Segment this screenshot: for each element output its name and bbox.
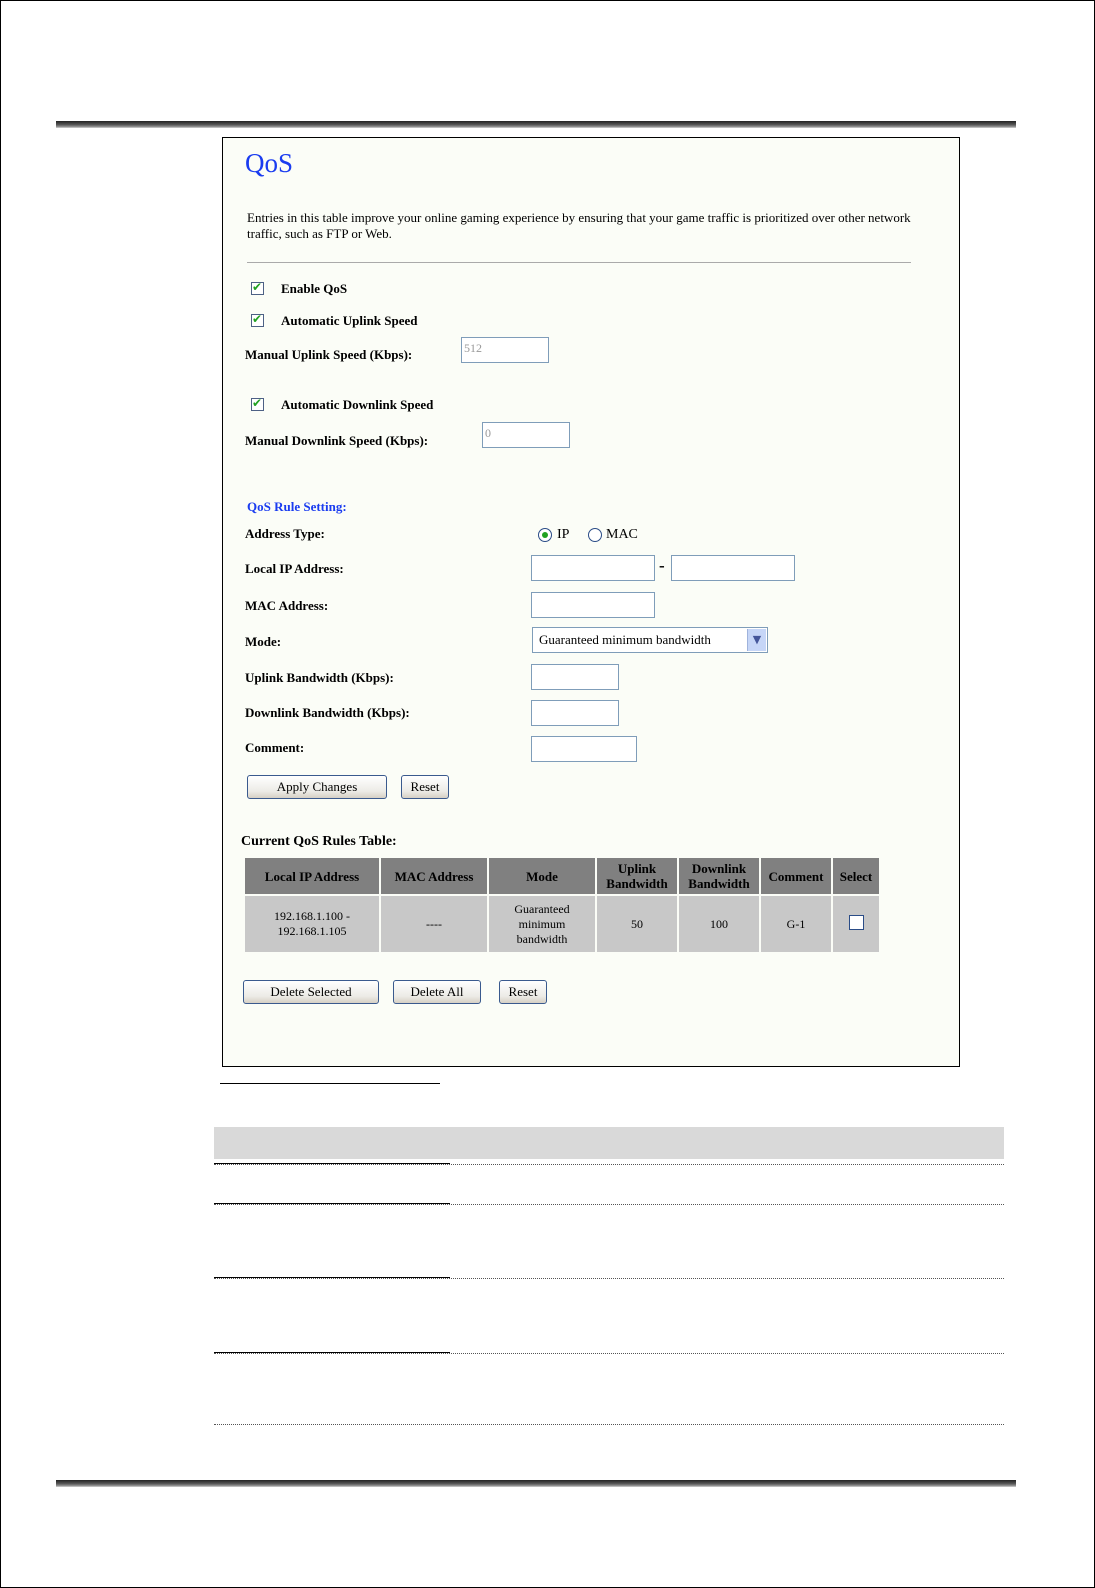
manual-downlink-label: Manual Downlink Speed (Kbps): (245, 433, 429, 448)
cell-downlink: 100 (679, 896, 759, 952)
page-title: QoS (245, 148, 294, 178)
col-downlink: Downlink Bandwidth (679, 858, 759, 894)
cell-comment: G-1 (761, 896, 831, 952)
address-type-ip-radio[interactable] (538, 528, 552, 542)
address-type-mac-label: MAC (606, 527, 638, 542)
mode-label: Mode: (245, 634, 282, 649)
cell-uplink: 50 (597, 896, 677, 952)
rule-setting-heading: QoS Rule Setting: (247, 499, 347, 514)
ip-range-separator: - (659, 556, 665, 575)
cell-mode: Guaranteed minimum bandwidth (489, 896, 595, 952)
delete-selected-button[interactable]: Delete Selected (243, 980, 379, 1004)
chevron-down-icon[interactable]: ▼ (747, 629, 766, 651)
col-uplink: Uplink Bandwidth (597, 858, 677, 894)
enable-qos-label: Enable QoS (281, 281, 348, 296)
row-select-checkbox[interactable] (849, 915, 864, 930)
reset-table-button[interactable]: Reset (499, 980, 547, 1004)
rules-table-title: Current QoS Rules Table: (241, 834, 397, 849)
col-comment: Comment (761, 858, 831, 894)
auto-uplink-checkbox[interactable] (251, 314, 264, 327)
manual-downlink-input[interactable]: 0 (482, 422, 570, 448)
cell-local-ip: 192.168.1.100 - 192.168.1.105 (245, 896, 379, 952)
doc-table-rule (214, 1353, 1004, 1354)
mode-select-value: Guaranteed minimum bandwidth (539, 632, 711, 647)
uplink-bandwidth-input[interactable] (531, 664, 619, 690)
doc-table-rule (214, 1204, 1004, 1205)
col-mode: Mode (489, 858, 595, 894)
auto-downlink-label: Automatic Downlink Speed (281, 397, 434, 412)
doc-table-rule (214, 1278, 1004, 1279)
footer-rule (56, 1480, 1016, 1487)
cell-mac: ---- (381, 896, 487, 952)
col-mac: MAC Address (381, 858, 487, 894)
address-type-ip-label: IP (557, 527, 570, 542)
delete-all-button[interactable]: Delete All (393, 980, 481, 1004)
comment-label: Comment: (245, 740, 305, 755)
table-row (245, 896, 879, 952)
reset-rule-button[interactable]: Reset (401, 775, 449, 799)
doc-table-rule (214, 1424, 1004, 1425)
local-ip-label: Local IP Address: (245, 561, 344, 576)
enable-qos-checkbox[interactable] (251, 282, 264, 295)
uplink-bandwidth-label: Uplink Bandwidth (Kbps): (245, 670, 394, 685)
address-type-mac-radio[interactable] (588, 528, 602, 542)
intro-text: Entries in this table improve your online gaming experience by ensuring that your game traffic is prioritized over other network traffic, such as FTP or Web. (247, 210, 911, 241)
local-ip-end-input[interactable] (671, 555, 795, 581)
caption-underline (220, 1083, 440, 1084)
doc-table-header (214, 1127, 1004, 1159)
mac-address-label: MAC Address: (245, 598, 329, 613)
header-rule (56, 121, 1016, 128)
address-type-label: Address Type: (245, 526, 325, 541)
qos-panel (222, 137, 960, 1067)
divider (247, 262, 911, 263)
rules-table-header (245, 858, 879, 894)
manual-uplink-input[interactable]: 512 (461, 337, 549, 363)
downlink-bandwidth-input[interactable] (531, 700, 619, 726)
col-select: Select (833, 858, 879, 894)
rules-table (243, 856, 881, 954)
comment-input[interactable] (531, 736, 637, 762)
doc-table-rule (214, 1164, 1004, 1165)
mode-select[interactable] (532, 627, 768, 653)
cell-select (833, 896, 879, 952)
auto-downlink-checkbox[interactable] (251, 398, 264, 411)
manual-uplink-label: Manual Uplink Speed (Kbps): (245, 347, 413, 362)
apply-changes-button[interactable]: Apply Changes (247, 775, 387, 799)
auto-uplink-label: Automatic Uplink Speed (281, 313, 418, 328)
local-ip-start-input[interactable] (531, 555, 655, 581)
col-local-ip: Local IP Address (245, 858, 379, 894)
mac-address-input[interactable] (531, 592, 655, 618)
downlink-bandwidth-label: Downlink Bandwidth (Kbps): (245, 705, 410, 720)
